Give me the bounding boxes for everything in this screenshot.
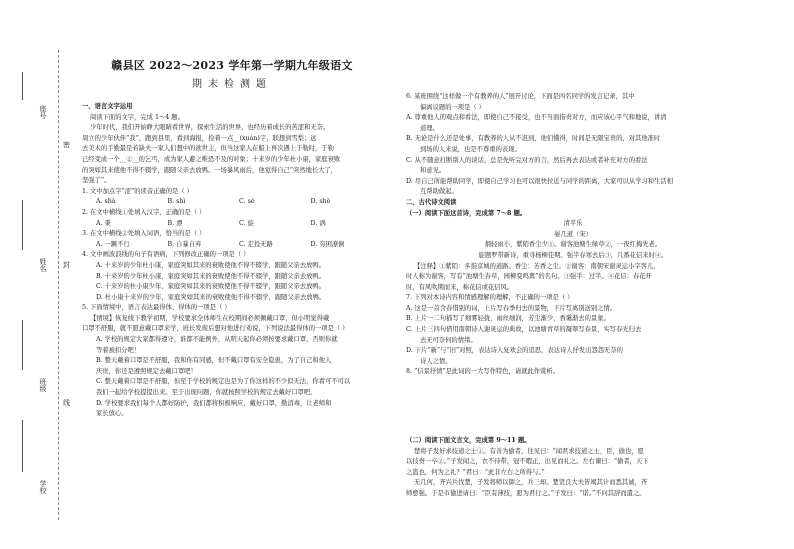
- question-5-context: 【情境】恢复线下教学初期，学校要求全体师生在校期间必须佩戴口罩，但小明觉得戴: [90, 314, 330, 322]
- option[interactable]: D. 学校要求我们每个人都好防护，我们都将积极响应，戴好口罩，勤消毒，让老师和: [96, 399, 332, 407]
- page-subtitle: 期末检测题: [192, 79, 272, 90]
- prose-line: 师愈强。于是市偷进请曰：“臣有薄技，愿为君行之。”子发曰：“诺。”不问其辞而遣之。: [406, 490, 646, 497]
- question-3: 3. 在文中横线②处填入词语，恰当的是（ ）: [82, 230, 206, 238]
- poem-line: 烟轻雨小，紫陌香尘少①。谢客池塘生绿草②，一夜红梅先老。: [484, 241, 662, 249]
- prose-line: 楚将子发好求技道之士①。有善为偷者，往见曰：“闻君求技道之士，臣，偷也，愿: [414, 447, 644, 455]
- option[interactable]: A. 秉: [96, 219, 111, 227]
- option[interactable]: D. 下片“新”与“旧”对照，表达诗人复欢会的追思，表达诗人抒发出怨怨无奈的: [406, 347, 623, 355]
- passage-line: 去美术的手勤最是若缺夫一家人们想中的欲世主，但当这家人在船上再次遇上于勒时，于勒: [82, 145, 334, 153]
- option[interactable]: A. shà: [96, 198, 116, 206]
- option-cont: 诗人之情。: [420, 357, 452, 365]
- prose-line: 以技赍一卒②。”子发闻之，衣不待带，冠不暇正，出见而礼之。左右谏曰：“偷者，天下: [406, 458, 649, 466]
- field-line-class[interactable]: [22, 320, 23, 370]
- field-line-seat[interactable]: [22, 72, 23, 100]
- seal-char-xian: 线: [63, 399, 70, 407]
- option[interactable]: D. shè: [310, 198, 331, 206]
- subsection-heading: （一）阅读下面这首诗，完成第 7～8 题。: [406, 209, 527, 217]
- option[interactable]: D. 涡: [310, 219, 326, 227]
- question-1-options: [82, 197, 382, 208]
- option[interactable]: C. sè: [239, 198, 255, 206]
- poem-notes: 时人称为谢客，写有“池塘生春草，园柳变鸣禽”的名句。③强半：过半。④花信：春花开: [406, 273, 652, 281]
- poem-author: 晏几道（宋）: [554, 230, 592, 238]
- poem-notes: 【注释】①紫陌：多指京城的道路。香尘：芳香之尘。②谢客：南朝宋谢灵运小字客儿，: [414, 262, 660, 270]
- option[interactable]: B. 十来岁的少年杜小康，家庭突如其来的衰败使他不得不辍学，跟随父亲去放鸭。: [96, 272, 326, 280]
- option[interactable]: C. 旋: [239, 219, 254, 227]
- question-6-cont: 偏离议题的一项是（ ）: [420, 103, 485, 111]
- option[interactable]: A. 这是一首含春惜别的词，上片写春季归去的景物，下片写离别送别之情。: [406, 304, 617, 312]
- left-column: [82, 0, 382, 420]
- option[interactable]: B. 漂: [167, 219, 183, 227]
- option[interactable]: D. 杜小康十来岁的少年，家庭突如其来的衰败使他不得不辍学，跟随父亲去放鸭。: [96, 293, 326, 301]
- seal-char-mi: 密: [63, 141, 70, 149]
- passage-line: 坚强了”。: [82, 177, 111, 185]
- field-label-class: 班级: [39, 378, 47, 392]
- page-title: 赣县区 2022～2023 学年第一学期九年级语文: [111, 59, 353, 72]
- passage-line: 周立的少年伙伴“我”，跑到县里，看到海报，捡着一点__(xuán)字，联想到雪梨；远: [82, 134, 317, 142]
- subsection-heading: （二）阅读下面文言文，完成第 9～11 题。: [406, 437, 531, 445]
- field-label-seat: 座号: [39, 105, 47, 119]
- option[interactable]: A. 尊重他人的观点和看法，即使自己不接受，也不当面指责对方，而应该心平气和地说，讲清: [406, 114, 667, 122]
- field-line-name[interactable]: [22, 200, 23, 250]
- field-label-school: 学校: [39, 480, 47, 494]
- option[interactable]: D. 尽自己所能帮助同学，即使自己学习也可以很快拉近与同学的距离，大家可以从学习和生活相: [406, 177, 673, 185]
- question-6: 6. 某班围绕“这样做一个有教养的人”展开讨论，下面是四名同学的发言记录，其中: [406, 93, 635, 100]
- option[interactable]: B. 整天戴着口罩是不舒服，我和你有同感，但不戴口罩有安全隐患，为了自己和他人: [96, 357, 332, 365]
- poem-line: 旋题罗带新诗，重寻杨柳佳期。强半春寒去后③，几番花信来时④。: [478, 251, 668, 259]
- option-cont: 互帮助做起。: [420, 188, 458, 196]
- option-cont: 道理。: [420, 124, 439, 132]
- question-8: 8. “信景抒情”是此词的一大写作特色，请就此作赏析。: [406, 368, 559, 376]
- option[interactable]: C. 整天戴着口罩是不舒服，但至于学校的规定也是为了你这样的不少似无法，你看可不可以: [96, 378, 351, 386]
- option[interactable]: B. 上片一二句描写了细雾轻拢，雨丝细润，芳尘渐少，香霭渐去的景象。: [406, 315, 610, 323]
- field-label-name: 姓名: [39, 258, 47, 272]
- seal-line: [58, 50, 59, 520]
- right-column: [406, 92, 740, 500]
- option-cont: 去无可奈何的情绪。: [420, 336, 477, 344]
- question-2-options: [82, 219, 382, 230]
- option[interactable]: C. 上片三四句借用南朝诗人谢灵运的典故，以池塘青草的凝翠写春景，实写春光归去: [406, 326, 642, 334]
- option-cont: 等着被扣分吧！: [96, 346, 141, 354]
- poem-notes: 时，有风吹期而来，称花信或花信风。: [406, 283, 514, 291]
- option-cont: 和意见。: [420, 167, 446, 175]
- binding-margin: [0, 0, 70, 549]
- field-line-school[interactable]: [22, 420, 23, 472]
- question-5: 5. 下面情境中，语言表达最得体、得体的一项是（ ）: [82, 304, 231, 312]
- passage-line: 已经变成一个__②__的乞丐，成为家人避之唯恐不及的对象；十来岁的少年杜小康，家庭衰败: [82, 155, 341, 163]
- seal-char-feng: 封: [63, 261, 70, 269]
- prose-line: 之盗也，何为之礼？”君曰：“此非左右之所得与。”: [406, 468, 545, 476]
- prose-line: 无几何，齐兴兵伐楚，子发将师以御之，兵三却。楚贤良大夫皆竭其计而悉其诚，齐: [414, 479, 647, 487]
- poem-title: 清平乐: [563, 220, 583, 228]
- question-1: 1. 文中加点字“涩”的读音正确的是（ ）: [82, 187, 193, 195]
- option[interactable]: A. 学校的规定大家都得遵守，谁都不能例外，从明天起你必须按要求戴口罩，否则你就: [96, 336, 338, 344]
- passage-line: 的突如其来使他不得不辍学，跟随父亲去放鸭。一场暴风雨后，他觉得自己“突然地长大了，: [82, 166, 338, 174]
- section-heading: 一、语言文字运用: [82, 103, 133, 110]
- question-4: 4. 文中画波浪线的句子有语病，下列修改正确的一项是（ ）: [82, 251, 250, 259]
- option-cont: 我们一起给学校提提出来。至于出现问题，你就按照学校的规定去戴好口罩吧。: [96, 389, 317, 397]
- answer-space[interactable]: [406, 378, 740, 436]
- option[interactable]: C. 走投无路: [239, 240, 273, 248]
- option-cont: 到场的人来说，也是不尊重的表现。: [420, 145, 521, 153]
- option-cont: 庆贵，你还是遵照规定去戴口罩吧！: [96, 367, 197, 375]
- option[interactable]: A. 十来岁的少年杜小康，家庭突如其来的衰败使他不得不辍学，跟随父亲去放鸭。: [96, 261, 325, 269]
- passage-line: 少年时代，我们开始睁大眼睛看世界，探索生活的世界，也经历着成长的苦涩和无奈。: [90, 124, 330, 132]
- option[interactable]: C. 从不随意打断别人的谈话，总是先听完对方的言，然后再去表达或者补充对方的看法: [406, 156, 648, 164]
- question-2: 2. 在文中横线①处填入汉字，正确的是（ ）: [82, 208, 206, 216]
- question-7: 7. 下列对本诗内容和情感理解的理解，不正确的一项是（ ）: [406, 294, 574, 302]
- question-5-context: 口罩不舒服，就不愿意戴口罩来学，班长发现后想对他进行劝说，下列说法最得体的一项是（ ）: [82, 325, 349, 333]
- option[interactable]: D. 穷困潦倒: [310, 240, 345, 248]
- option[interactable]: A. 一蹶不行: [96, 240, 130, 248]
- option[interactable]: C. 十来岁的杜小康少年，家庭突如其来的衰败使他不得不辍学，跟随父亲去放鸭。: [96, 283, 325, 291]
- option[interactable]: B. 无论是什么还是处事，有教养的人从不迟到，他们懂得，时间是无限宝贵的，对其他准时: [406, 135, 661, 143]
- option[interactable]: B. shì: [167, 198, 186, 206]
- option-cont: 家长放心。: [96, 410, 128, 418]
- question-3-options: [82, 240, 382, 251]
- option[interactable]: B. 自暴自弃: [167, 240, 202, 248]
- passage-intro: 阅读下面的文字，完成 1～4 题。: [90, 113, 184, 121]
- section-heading: 二、古代诗文阅读: [406, 198, 457, 206]
